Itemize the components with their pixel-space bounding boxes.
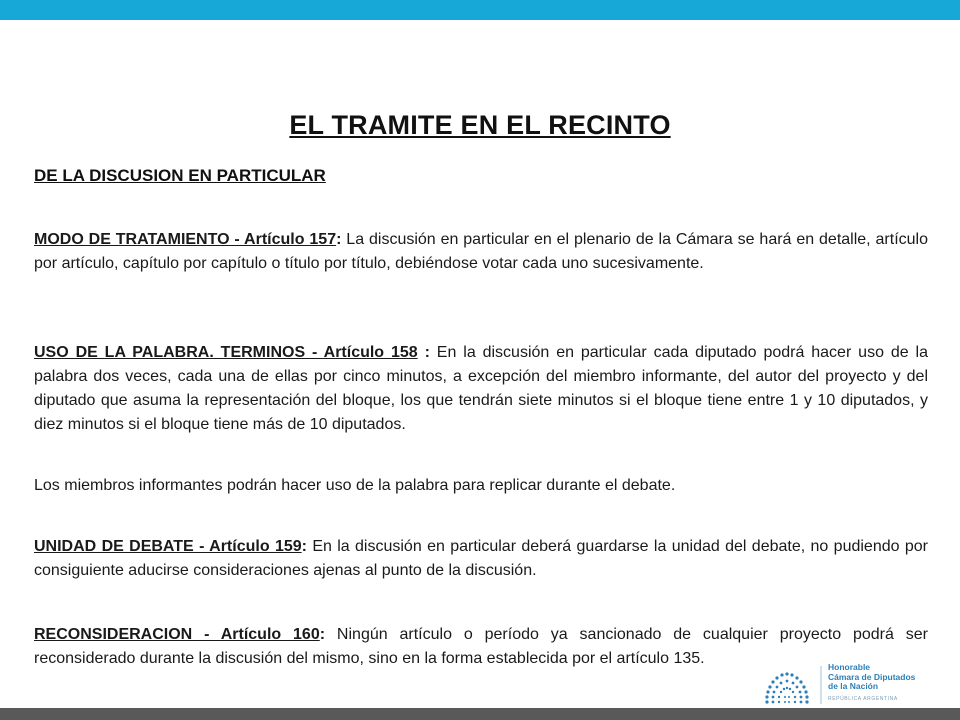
article-157-paragraph [34, 228, 928, 276]
article-159-body: En la discusión en particular deberá guardarse la unidad del debate, no pudiendo por consiguiente aducirse consideraciones ajenas al punto de la discusión. [34, 538, 928, 579]
article-158-heading: USO DE LA PALABRA. TERMINOS - Artículo 158 [34, 344, 418, 361]
bottom-footer-bar [0, 708, 960, 720]
article-160-separator: : [319, 626, 326, 643]
article-158-body: En la discusión en particular cada diputado podrá hacer uso de la palabra dos veces, cada una de ellas por cinco minutos, a excepción del miembro informante, del autor del proyecto y del diputado que asuma la representación del bloque, los que tendrán siete minutos si el bloque tiene entre 1 y 10 diputados, y diez minutos si el bloque tiene más de 10 diputados. [34, 344, 929, 433]
logo-line-1: Honorable [828, 662, 871, 672]
article-157-body: La discusión en particular en el plenario de la Cámara se hará en detalle, artículo por artículo, capítulo por capítulo o título por título, debiéndose votar cada uno sucesivamente. [34, 231, 928, 272]
article-157-separator: : [336, 231, 342, 248]
top-accent-bar [0, 0, 960, 20]
article-158-separator: : [417, 344, 430, 361]
article-159-paragraph [34, 535, 928, 583]
logo-line-2: Cámara de Diputados [828, 671, 916, 682]
article-160-heading: RECONSIDERACION - Artículo 160 [34, 626, 320, 643]
article-158-paragraph [34, 341, 928, 437]
dome-arch-icon [765, 672, 808, 703]
section-subtitle: DE LA DISCUSION EN PARTICULAR [34, 166, 326, 185]
article-158-extra-paragraph: Los miembros informantes podrán hacer uso de la palabra para replicar durante el debate. [34, 477, 676, 494]
article-160-body: Ningún artículo o período ya sancionado de cualquier proyecto podrá ser reconsiderado durante la discusión del mismo, sino en la forma establecida por el artículo 135. [34, 626, 928, 667]
page-title: EL TRAMITE EN EL RECINTO [289, 110, 671, 140]
article-157-heading: MODO DE TRATAMIENTO - Artículo 157 [34, 231, 337, 248]
article-159-heading: UNIDAD DE DEBATE - Artículo 159 [34, 538, 302, 555]
article-159-separator: : [301, 538, 307, 555]
logo-subtitle: REPÚBLICA ARGENTINA [828, 696, 898, 702]
logo-wordmark [828, 663, 938, 692]
logo-line-3: de la Nación [828, 681, 879, 691]
